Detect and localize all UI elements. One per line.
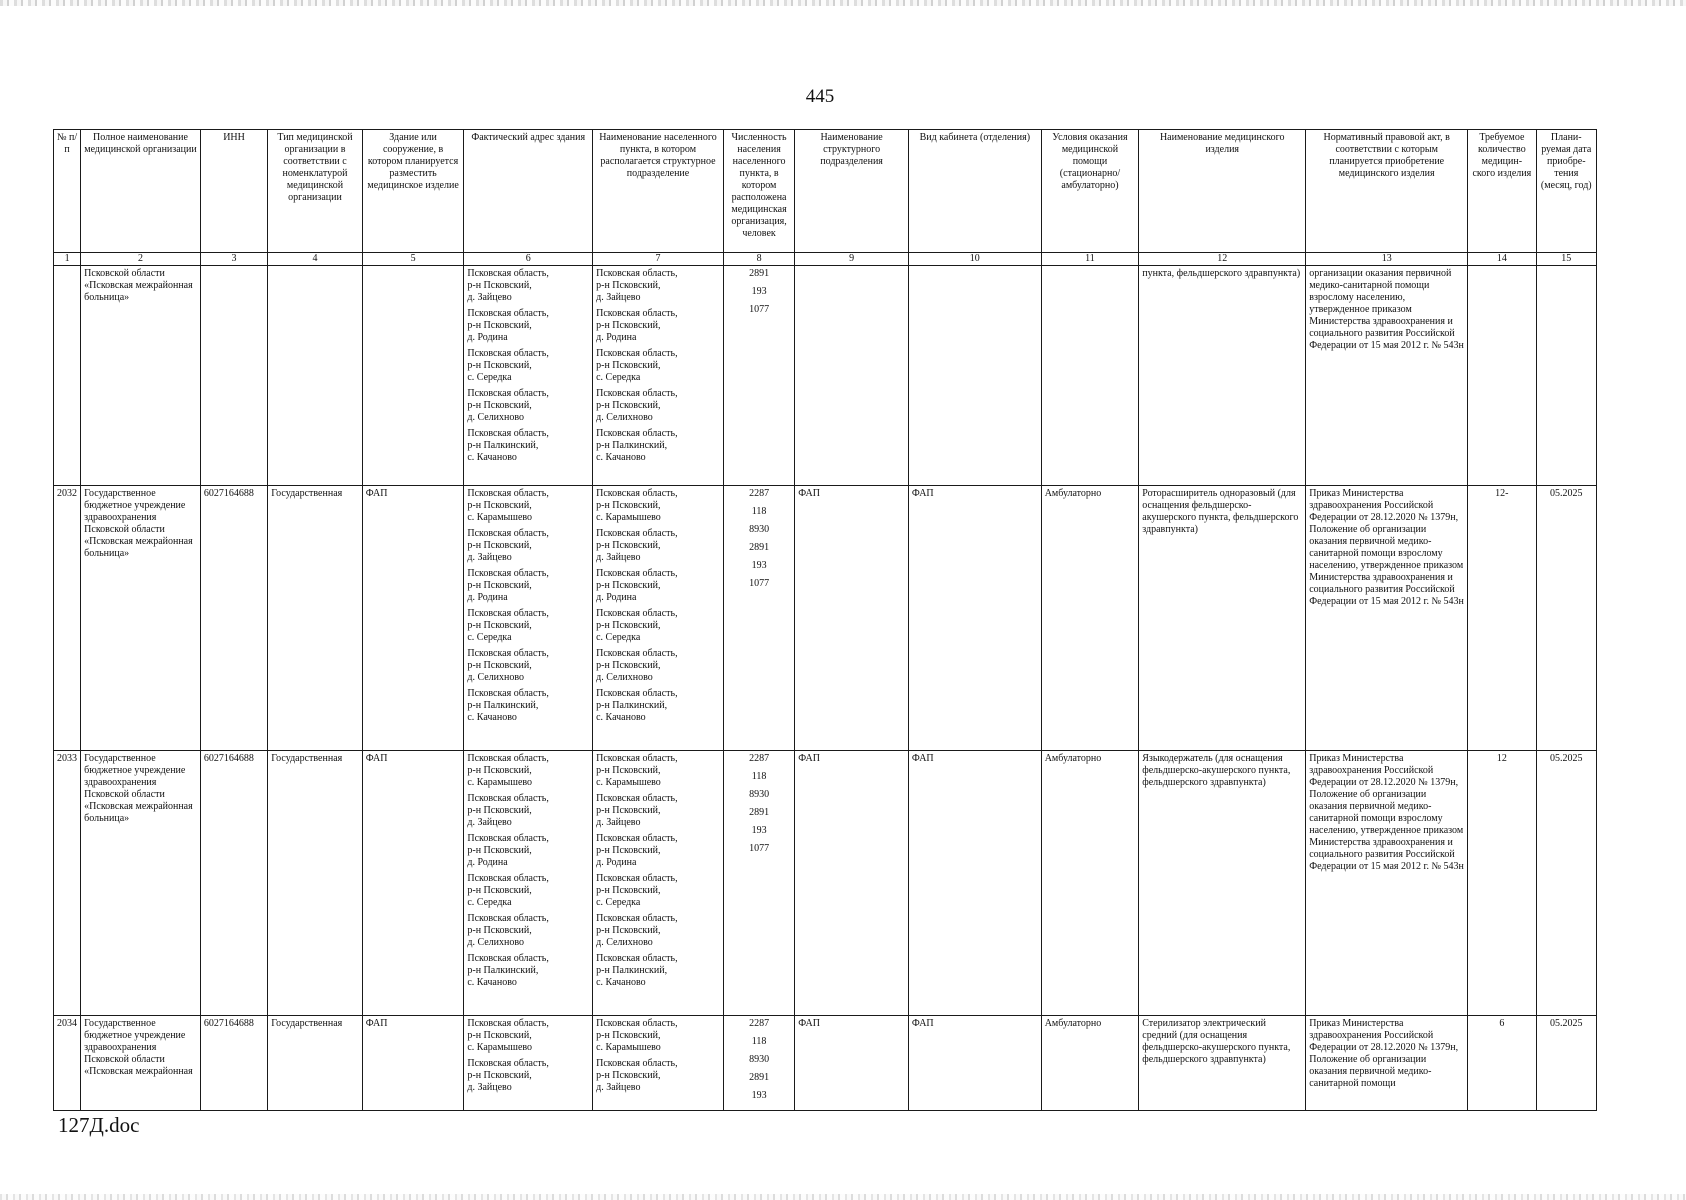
locality-entry — [596, 648, 720, 684]
address-line: с. Карамышево — [596, 777, 661, 788]
cell-population — [723, 1016, 794, 1111]
col-header-cabinet: Вид кабинета (отделения) — [908, 130, 1041, 253]
address-line: с. Середка — [467, 897, 512, 908]
address-entry — [467, 873, 589, 909]
locality-entry — [596, 568, 720, 604]
population-value: 118 — [751, 506, 767, 517]
cell-cabinet-type: ФАП — [908, 1016, 1041, 1111]
cell-org-type: Государственная — [268, 486, 363, 751]
address-line: Псковская область, — [596, 1058, 678, 1069]
locality-entry — [596, 608, 720, 644]
address-line: Псковская область, — [467, 308, 549, 319]
population-value: 8930 — [749, 789, 770, 800]
header-row — [54, 130, 1597, 253]
cell-building: ФАП — [362, 751, 464, 1016]
address-line: р-н Палкинский, — [596, 440, 668, 451]
address-line: д. Зайцево — [596, 552, 641, 563]
col-number: 2 — [81, 253, 201, 266]
address-entry — [467, 833, 589, 869]
locality-entry — [596, 688, 720, 724]
population-value: 193 — [751, 560, 767, 571]
address-line: р-н Псковский, — [596, 660, 661, 671]
address-line: Псковская область, — [467, 348, 549, 359]
population-value: 2891 — [749, 268, 770, 279]
col-header-locality: Наименование населенного пункта, в котором располагается структурное подразделение — [593, 130, 724, 253]
address-line: р-н Псковский, — [467, 845, 532, 856]
population-value: 193 — [751, 286, 767, 297]
address-line: Псковская область, — [467, 1018, 549, 1029]
address-line: д. Родина — [467, 592, 508, 603]
cell-population — [723, 266, 794, 486]
cell-structural-unit — [795, 266, 909, 486]
cell-quantity — [1468, 266, 1536, 486]
cell-quantity: 6 — [1468, 1016, 1536, 1111]
address-line: с. Качаново — [596, 712, 646, 723]
cell-care-conditions: Амбулаторно — [1041, 751, 1139, 1016]
cell-structural-unit: ФАП — [795, 751, 909, 1016]
col-header-date: Плани-руемая дата приобре-тения (месяц, год) — [1536, 130, 1596, 253]
address-line: р-н Палкинский, — [467, 700, 539, 711]
address-line: д. Родина — [467, 857, 508, 868]
address-line: д. Зайцево — [596, 292, 641, 303]
address-line: р-н Палкинский, — [596, 700, 668, 711]
population-value: 2287 — [749, 753, 770, 764]
cell-locality — [593, 751, 724, 1016]
cell-device-name: Языкодержатель (для оснащения фельдшерско-акушерского пункта, фельдшерского здравпункта) — [1139, 751, 1306, 1016]
address-line: р-н Псковский, — [467, 660, 532, 671]
cell-locality — [593, 266, 724, 486]
address-line: р-н Псковский, — [467, 400, 532, 411]
scan-edge-bottom — [0, 1194, 1686, 1200]
cell-device-name: Роторасширитель одноразовый (для оснащения фельдшерско-акушерского пункта, фельдшерского здравпункта) — [1139, 486, 1306, 751]
address-line: с. Середка — [596, 897, 641, 908]
address-line: д. Родина — [596, 592, 637, 603]
address-entry — [467, 428, 589, 464]
address-line: Псковская область, — [596, 388, 678, 399]
locality-entry — [596, 1018, 720, 1054]
address-line: Псковская область, — [596, 488, 678, 499]
cell-quantity: 12 — [1468, 751, 1536, 1016]
table-body — [54, 266, 1597, 1111]
col-number: 10 — [908, 253, 1041, 266]
col-number: 1 — [54, 253, 81, 266]
population-value: 8930 — [749, 524, 770, 535]
cell-building — [362, 266, 464, 486]
address-line: с. Середка — [467, 632, 512, 643]
cell-legal-act: Приказ Министерства здравоохранения Российской Федерации от 28.12.2020 № 1379н, Положение об организации оказания первичной медико-санитарной помощи взрослому населению, утвержденное приказом Министерства здравоохранения и социального развития Российской Федерации от 15 мая 2012 г. № 543н — [1306, 486, 1468, 751]
address-line: с. Карамышево — [467, 1042, 533, 1053]
address-line: д. Родина — [467, 332, 508, 343]
address-line: д. Зайцево — [467, 292, 512, 303]
col-number: 13 — [1306, 253, 1468, 266]
address-line: р-н Псковский, — [596, 845, 661, 856]
locality-entry — [596, 833, 720, 869]
population-value: 118 — [751, 1036, 767, 1047]
population-value: 2891 — [749, 542, 770, 553]
cell-address — [464, 266, 593, 486]
cell-inn: 6027164688 — [200, 751, 267, 1016]
table-row — [54, 266, 1597, 486]
address-entry — [467, 953, 589, 989]
cell-device-name: Стерилизатор электрический средний (для оснащения фельдшерско-акушерского пункта, фельдшерского здравпункта) — [1139, 1016, 1306, 1111]
cell-org-type: Государственная — [268, 1016, 363, 1111]
address-entry — [467, 753, 589, 789]
address-line: Псковская область, — [467, 873, 549, 884]
address-line: д. Родина — [596, 857, 637, 868]
address-line: р-н Псковский, — [467, 765, 532, 776]
locality-entry — [596, 793, 720, 829]
population-value: 118 — [751, 771, 767, 782]
address-line: р-н Псковский, — [596, 885, 661, 896]
col-header-act: Нормативный правовой акт, в соответствии с которым планируется приобретение медицинского изделия — [1306, 130, 1468, 253]
locality-entry — [596, 428, 720, 464]
table-row — [54, 751, 1597, 1016]
col-header-conditions: Условия оказания медицинской помощи (стационарно/ амбулаторно) — [1041, 130, 1139, 253]
address-line: с. Середка — [596, 632, 641, 643]
address-line: д. Родина — [596, 332, 637, 343]
cell-cabinet-type: ФАП — [908, 486, 1041, 751]
col-number: 6 — [464, 253, 593, 266]
col-number: 7 — [593, 253, 724, 266]
address-line: Псковская область, — [596, 753, 678, 764]
address-line: р-н Псковский, — [467, 320, 532, 331]
cell-building: ФАП — [362, 486, 464, 751]
locality-entry — [596, 268, 720, 304]
address-line: с. Середка — [596, 372, 641, 383]
cell-org-type — [268, 266, 363, 486]
cell-num: 2032 — [54, 486, 81, 751]
locality-entry — [596, 873, 720, 909]
address-line: р-н Псковский, — [596, 580, 661, 591]
col-number: 9 — [795, 253, 909, 266]
address-line: с. Качаново — [467, 712, 517, 723]
address-line: д. Зайцево — [596, 1082, 641, 1093]
address-line: Псковская область, — [596, 428, 678, 439]
population-value: 193 — [751, 1090, 767, 1101]
address-entry — [467, 268, 589, 304]
address-line: с. Карамышево — [596, 512, 661, 523]
address-line: Псковская область, — [596, 793, 678, 804]
cell-org-name: Псковской области «Псковская межрайонная больница» — [81, 266, 201, 486]
address-line: Псковская область, — [596, 268, 678, 279]
address-line: р-н Псковский, — [596, 925, 661, 936]
cell-purchase-date: 05.2025 — [1536, 1016, 1596, 1111]
address-line: д. Селихново — [467, 937, 525, 948]
col-number: 12 — [1139, 253, 1306, 266]
address-line: Псковская область, — [467, 268, 549, 279]
address-line: р-н Псковский, — [467, 500, 532, 511]
table-row — [54, 486, 1597, 751]
cell-purchase-date: 05.2025 — [1536, 486, 1596, 751]
cell-care-conditions: Амбулаторно — [1041, 486, 1139, 751]
address-entry — [467, 793, 589, 829]
address-entry — [467, 1058, 589, 1094]
cell-cabinet-type: ФАП — [908, 751, 1041, 1016]
address-line: Псковская область, — [467, 688, 549, 699]
address-line: р-н Псковский, — [596, 1030, 661, 1041]
col-header-qty: Требуемое количество медицин-ского изделия — [1468, 130, 1536, 253]
cell-structural-unit: ФАП — [795, 1016, 909, 1111]
address-line: р-н Псковский, — [467, 540, 532, 551]
cell-building: ФАП — [362, 1016, 464, 1111]
address-line: с. Карамышево — [467, 777, 533, 788]
address-line: д. Селихново — [596, 412, 653, 423]
address-line: Псковская область, — [596, 528, 678, 539]
col-number: 14 — [1468, 253, 1536, 266]
address-line: р-н Псковский, — [467, 280, 532, 291]
address-line: р-н Палкинский, — [467, 440, 539, 451]
cell-num — [54, 266, 81, 486]
address-line: д. Селихново — [467, 412, 525, 423]
address-line: р-н Псковский, — [467, 925, 532, 936]
cell-legal-act: Приказ Министерства здравоохранения Российской Федерации от 28.12.2020 № 1379н, Положение об организации оказания первичной медико-санитарной помощи взрослому населению, утвержденное приказом Министерства здравоохранения и социального развития Российской Федерации от 15 мая 2012 г. № 543н — [1306, 751, 1468, 1016]
address-line: Псковская область, — [467, 913, 549, 924]
cell-inn: 6027164688 — [200, 1016, 267, 1111]
address-line: Псковская область, — [596, 833, 678, 844]
address-entry — [467, 648, 589, 684]
address-line: р-н Псковский, — [467, 885, 532, 896]
col-header-building: Здание или сооружение, в котором планируется разместить медицинское изделие — [362, 130, 464, 253]
address-line: Псковская область, — [596, 608, 678, 619]
population-value: 2891 — [749, 807, 770, 818]
address-entry — [467, 488, 589, 524]
locality-entry — [596, 388, 720, 424]
address-line: д. Селихново — [596, 672, 653, 683]
cell-locality — [593, 486, 724, 751]
cell-address — [464, 751, 593, 1016]
locality-entry — [596, 953, 720, 989]
address-line: р-н Псковский, — [596, 805, 661, 816]
address-line: р-н Псковский, — [467, 620, 532, 631]
population-value: 2287 — [749, 1018, 770, 1029]
cell-device-name: пункта, фельдшерского здравпункта) — [1139, 266, 1306, 486]
cell-quantity: 12- — [1468, 486, 1536, 751]
cell-locality — [593, 1016, 724, 1111]
address-line: д. Зайцево — [467, 1082, 512, 1093]
address-line: Псковская область, — [467, 388, 549, 399]
address-line: р-н Псковский, — [596, 765, 661, 776]
cell-address — [464, 1016, 593, 1111]
cell-org-name: Государственное бюджетное учреждение здравоохранения Псковской области «Псковская межрайонная больница» — [81, 751, 201, 1016]
address-line: Псковская область, — [596, 913, 678, 924]
address-line: Псковская область, — [596, 1018, 678, 1029]
population-value: 1077 — [749, 304, 770, 315]
col-number: 5 — [362, 253, 464, 266]
address-entry — [467, 608, 589, 644]
locality-entry — [596, 1058, 720, 1094]
table-row — [54, 1016, 1597, 1111]
page-number: 445 — [805, 86, 835, 107]
col-header-address: Фактический адрес здания — [464, 130, 593, 253]
cell-population — [723, 751, 794, 1016]
address-entry — [467, 688, 589, 724]
address-line: д. Селихново — [596, 937, 653, 948]
address-line: р-н Палкинский, — [596, 965, 668, 976]
cell-care-conditions: Амбулаторно — [1041, 1016, 1139, 1111]
address-line: д. Зайцево — [467, 817, 512, 828]
cell-purchase-date: 05.2025 — [1536, 751, 1596, 1016]
cell-org-name: Государственное бюджетное учреждение здравоохранения Псковской области «Псковская межрайонная — [81, 1016, 201, 1111]
population-value: 193 — [751, 825, 767, 836]
address-line: с. Качаново — [596, 977, 646, 988]
address-line: с. Качаново — [467, 977, 517, 988]
cell-inn — [200, 266, 267, 486]
cell-inn: 6027164688 — [200, 486, 267, 751]
locality-entry — [596, 348, 720, 384]
cell-legal-act: Приказ Министерства здравоохранения Российской Федерации от 28.12.2020 № 1379н, Положение об организации оказания первичной медико-санитарной помощи — [1306, 1016, 1468, 1111]
address-entry — [467, 913, 589, 949]
address-line: р-н Псковский, — [596, 320, 661, 331]
address-line: д. Селихново — [467, 672, 525, 683]
address-entry — [467, 568, 589, 604]
address-line: Псковская область, — [596, 688, 678, 699]
cell-legal-act: организации оказания первичной медико-санитарной помощи взрослому населению, утвержденное приказом Министерства здравоохранения и социального развития Российской Федерации от 15 мая 2012 г. № 543н — [1306, 266, 1468, 486]
population-value: 1077 — [749, 843, 770, 854]
locality-entry — [596, 913, 720, 949]
address-line: д. Зайцево — [467, 552, 512, 563]
address-line: р-н Псковский, — [467, 1070, 532, 1081]
cell-purchase-date — [1536, 266, 1596, 486]
address-line: р-н Псковский, — [596, 360, 661, 371]
address-line: р-н Псковский, — [596, 280, 661, 291]
address-line: Псковская область, — [467, 428, 549, 439]
cell-address — [464, 486, 593, 751]
address-line: Псковская область, — [596, 953, 678, 964]
col-header-num: № п/п — [54, 130, 81, 253]
scan-edge-top — [0, 0, 1686, 6]
address-line: с. Карамышево — [596, 1042, 661, 1053]
address-line: Псковская область, — [467, 528, 549, 539]
address-line: Псковская область, — [467, 648, 549, 659]
cell-population — [723, 486, 794, 751]
address-line: Псковская область, — [467, 753, 549, 764]
cell-org-name: Государственное бюджетное учреждение здравоохранения Псковской области «Псковская межрайонная больница» — [81, 486, 201, 751]
cell-structural-unit: ФАП — [795, 486, 909, 751]
address-entry — [467, 348, 589, 384]
population-value: 2287 — [749, 488, 770, 499]
locality-entry — [596, 308, 720, 344]
locality-entry — [596, 488, 720, 524]
cell-num: 2034 — [54, 1016, 81, 1111]
col-number: 8 — [723, 253, 794, 266]
address-line: р-н Псковский, — [467, 580, 532, 591]
address-line: Псковская область, — [596, 648, 678, 659]
population-value: 2891 — [749, 1072, 770, 1083]
col-header-unit: Наименование структурного подразделения — [795, 130, 909, 253]
col-header-org: Полное наименование медицинской организации — [81, 130, 201, 253]
address-line: Псковская область, — [467, 568, 549, 579]
col-number: 15 — [1536, 253, 1596, 266]
cell-care-conditions — [1041, 266, 1139, 486]
equipment-register-table — [53, 129, 1597, 1111]
col-number: 11 — [1041, 253, 1139, 266]
cell-cabinet-type — [908, 266, 1041, 486]
address-entry — [467, 528, 589, 564]
col-header-type: Тип медицинской организации в соответствии с номенклатурой медицинской организации — [268, 130, 363, 253]
address-entry — [467, 308, 589, 344]
col-number: 4 — [268, 253, 363, 266]
column-number-row — [54, 253, 1597, 266]
cell-num: 2033 — [54, 751, 81, 1016]
address-line: р-н Псковский, — [596, 400, 661, 411]
col-header-population: Численность населения населенного пункта, в котором расположена медицинская организация, человек — [723, 130, 794, 253]
address-line: р-н Палкинский, — [467, 965, 539, 976]
population-value: 8930 — [749, 1054, 770, 1065]
address-line: Псковская область, — [596, 873, 678, 884]
address-line: Псковская область, — [467, 833, 549, 844]
address-line: с. Карамышево — [467, 512, 533, 523]
col-header-device: Наименование медицинского изделия — [1139, 130, 1306, 253]
address-line: Псковская область, — [467, 793, 549, 804]
address-line: р-н Псковский, — [596, 540, 661, 551]
address-line: с. Качаново — [596, 452, 646, 463]
address-line: р-н Псковский, — [596, 500, 661, 511]
address-line: р-н Псковский, — [467, 805, 532, 816]
col-number: 3 — [200, 253, 267, 266]
address-line: р-н Псковский, — [596, 1070, 661, 1081]
locality-entry — [596, 528, 720, 564]
cell-org-type: Государственная — [268, 751, 363, 1016]
population-value: 1077 — [749, 578, 770, 589]
locality-entry — [596, 753, 720, 789]
address-line: д. Зайцево — [596, 817, 641, 828]
address-entry — [467, 1018, 589, 1054]
address-line: р-н Псковский, — [596, 620, 661, 631]
address-entry — [467, 388, 589, 424]
address-line: Псковская область, — [596, 348, 678, 359]
address-line: Псковская область, — [467, 488, 549, 499]
col-header-inn: ИНН — [200, 130, 267, 253]
address-line: Псковская область, — [596, 308, 678, 319]
address-line: Псковская область, — [467, 608, 549, 619]
address-line: р-н Псковский, — [467, 360, 532, 371]
address-line: Псковская область, — [596, 568, 678, 579]
address-line: Псковская область, — [467, 1058, 549, 1069]
address-line: с. Качаново — [467, 452, 517, 463]
footer-filename: 127Д.doc — [58, 1113, 140, 1137]
address-line: р-н Псковский, — [467, 1030, 532, 1041]
address-line: Псковская область, — [467, 953, 549, 964]
address-line: с. Середка — [467, 372, 512, 383]
